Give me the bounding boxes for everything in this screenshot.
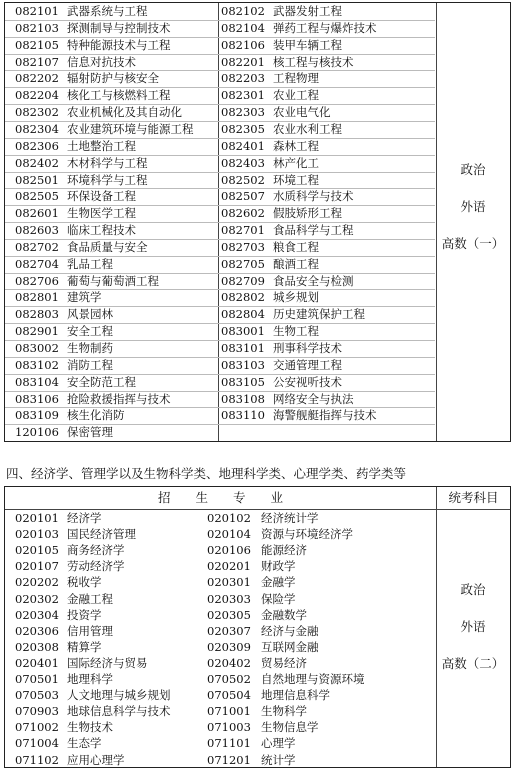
major-name: 特种能源技术与工程 <box>67 37 171 52</box>
major-code: 020104 <box>207 527 251 542</box>
major-code: 120106 <box>15 425 59 440</box>
major-code: 071102 <box>15 752 59 767</box>
major-name: 应用心理学 <box>67 752 125 767</box>
major-code: 082803 <box>15 307 59 322</box>
major-code: 020302 <box>15 591 59 606</box>
major-name: 核化工与核燃料工程 <box>67 88 171 103</box>
major-code: 083102 <box>15 357 59 372</box>
major-name: 地理信息科学 <box>261 688 330 703</box>
major-name: 统计学 <box>261 752 296 767</box>
table-row <box>5 510 435 527</box>
major-name: 环境科学与工程 <box>67 172 148 187</box>
table-row <box>5 340 435 357</box>
table-row <box>5 407 435 424</box>
major-code: 020305 <box>207 607 251 622</box>
major-code: 083001 <box>221 324 265 339</box>
major-code: 071201 <box>207 752 251 767</box>
major-name: 经济与金融 <box>261 623 319 638</box>
table-row <box>5 607 435 624</box>
table-row <box>5 172 435 189</box>
major-code: 082901 <box>15 324 59 339</box>
major-code: 082202 <box>15 71 59 86</box>
major-name: 财政学 <box>261 559 296 574</box>
major-name: 交通管理工程 <box>273 357 342 372</box>
major-code: 082306 <box>15 138 59 153</box>
major-name: 经济统计学 <box>261 511 319 525</box>
major-name: 食品质量与安全 <box>67 239 148 254</box>
exam-subject: 高数（二） <box>441 656 505 671</box>
major-code: 082402 <box>15 155 59 170</box>
major-code: 020308 <box>15 639 59 654</box>
table-row <box>5 138 435 155</box>
major-name: 食品安全与检测 <box>273 273 354 288</box>
table-row <box>5 256 435 273</box>
major-code: 082801 <box>15 290 59 305</box>
table-row <box>5 37 435 54</box>
major-code: 082105 <box>15 37 59 52</box>
table-row <box>5 639 435 656</box>
major-name: 生物工程 <box>273 324 319 339</box>
major-name: 信用管理 <box>67 623 113 638</box>
major-code: 020107 <box>15 559 59 574</box>
table-row <box>5 70 435 87</box>
major-code: 082305 <box>221 121 265 136</box>
major-code: 070502 <box>207 672 251 686</box>
major-code: 020306 <box>15 623 59 638</box>
major-code: 082804 <box>221 307 265 322</box>
table-row <box>5 20 435 37</box>
major-name: 生物科学 <box>261 704 307 719</box>
table-row <box>5 121 435 138</box>
table-row <box>5 374 435 391</box>
major-name: 假肢矫形工程 <box>273 206 342 221</box>
major-name: 武器系统与工程 <box>67 4 148 18</box>
exam-subjects <box>437 571 509 682</box>
major-code: 082709 <box>221 273 265 288</box>
major-name: 食品科学与工程 <box>273 223 354 238</box>
exam-subject: 高数（一） <box>441 236 505 251</box>
major-code: 082501 <box>15 172 59 187</box>
major-code: 020201 <box>207 559 251 574</box>
major-code: 082603 <box>15 223 59 238</box>
major-code: 083105 <box>221 374 265 389</box>
major-table-economics <box>4 486 511 768</box>
major-code: 020106 <box>207 543 251 558</box>
major-code: 082303 <box>221 105 265 120</box>
major-name: 武器发射工程 <box>273 4 342 18</box>
table-row <box>5 54 435 71</box>
major-code: 082201 <box>221 54 265 69</box>
table-row <box>5 424 435 441</box>
major-code: 071003 <box>207 720 251 735</box>
table-row <box>5 3 435 20</box>
major-code: 020202 <box>15 575 59 590</box>
header-exam-subjects: 统考科目 <box>448 490 499 505</box>
major-name: 风景园林 <box>67 307 113 322</box>
table-row <box>5 703 435 720</box>
major-code: 083104 <box>15 374 59 389</box>
major-name: 建筑学 <box>67 290 102 305</box>
major-name: 木材科学与工程 <box>67 155 148 170</box>
major-name: 地理科学 <box>67 672 113 686</box>
major-code: 083106 <box>15 391 59 406</box>
exam-subject: 政治 <box>460 582 486 597</box>
major-name: 公安视听技术 <box>273 374 342 389</box>
major-name: 国际经济与贸易 <box>67 655 148 670</box>
major-name: 投资学 <box>67 607 102 622</box>
table-row <box>5 222 435 239</box>
major-name: 精算学 <box>67 639 102 654</box>
major-name: 税收学 <box>67 575 102 590</box>
major-name: 葡萄与葡萄酒工程 <box>67 273 159 288</box>
major-name: 生物信息学 <box>261 720 319 735</box>
major-code: 083101 <box>221 341 265 355</box>
major-name: 心理学 <box>261 736 296 751</box>
major-code: 071002 <box>15 720 59 735</box>
major-code: 082103 <box>15 20 59 35</box>
table-row <box>5 752 435 769</box>
major-code: 020103 <box>15 527 59 542</box>
major-name: 生物医学工程 <box>67 206 136 221</box>
major-name: 土地整治工程 <box>67 138 136 153</box>
major-name: 金融工程 <box>67 591 113 606</box>
major-name: 信息对抗技术 <box>67 54 136 69</box>
major-code: 082401 <box>221 138 265 153</box>
major-code: 082203 <box>221 71 265 86</box>
major-name: 环境工程 <box>273 172 319 187</box>
major-code: 083002 <box>15 341 59 355</box>
table-row <box>5 205 435 222</box>
major-code: 082107 <box>15 54 59 69</box>
major-name: 林产化工 <box>273 155 319 170</box>
table-row <box>5 671 435 688</box>
major-code: 082601 <box>15 206 59 221</box>
major-code: 082101 <box>15 4 59 18</box>
major-code: 020304 <box>15 607 59 622</box>
major-name: 海警舰艇指挥与技术 <box>273 408 377 423</box>
major-name: 金融学 <box>261 575 296 590</box>
major-name: 核工程与核技术 <box>273 54 354 69</box>
major-name: 农业机械化及其自动化 <box>67 105 182 120</box>
major-code: 082302 <box>15 105 59 120</box>
major-name: 资源与环境经济学 <box>261 527 353 542</box>
major-name: 金融数学 <box>261 607 307 622</box>
table-row <box>5 104 435 121</box>
table-row <box>5 357 435 374</box>
section-title: 四、经济学、管理学以及生物科学类、地理科学类、心理学类、药学类等 <box>6 466 407 481</box>
table-row <box>5 591 435 608</box>
major-code: 070503 <box>15 688 59 703</box>
exam-subject: 外语 <box>460 619 486 634</box>
major-name: 水质科学与技术 <box>273 189 354 204</box>
major-name: 国民经济管理 <box>67 527 136 542</box>
major-code: 020102 <box>207 511 251 525</box>
major-code: 082106 <box>221 37 265 52</box>
table-row <box>5 735 435 752</box>
major-name: 临床工程技术 <box>67 223 136 238</box>
major-code: 071101 <box>207 736 251 751</box>
major-code: 070903 <box>15 704 59 719</box>
major-code: 071004 <box>15 736 59 751</box>
major-name: 酿酒工程 <box>273 256 319 271</box>
major-code: 082702 <box>15 239 59 254</box>
major-code: 083110 <box>221 408 265 423</box>
major-code: 082505 <box>15 189 59 204</box>
major-name: 历史建筑保护工程 <box>273 307 365 322</box>
major-code: 020401 <box>15 655 59 670</box>
exam-subject: 政治 <box>460 162 486 177</box>
table-row <box>5 655 435 672</box>
major-name: 生物制药 <box>67 341 113 355</box>
major-name: 森林工程 <box>273 138 319 153</box>
table-row <box>5 558 435 575</box>
major-code: 082705 <box>221 256 265 271</box>
major-name: 农业水利工程 <box>273 121 342 136</box>
header-major: 招 生 专 业 <box>157 490 283 505</box>
major-code: 083103 <box>221 357 265 372</box>
major-code: 083109 <box>15 408 59 423</box>
table-row <box>5 306 435 323</box>
table-row <box>5 719 435 736</box>
major-code: 082301 <box>221 88 265 103</box>
major-name: 经济学 <box>67 511 102 525</box>
major-name: 生物技术 <box>67 720 113 735</box>
major-name: 抢险救援指挥与技术 <box>67 391 171 406</box>
major-code: 082703 <box>221 239 265 254</box>
major-name: 网络安全与执法 <box>273 391 354 406</box>
major-code: 020105 <box>15 543 59 558</box>
exam-subjects <box>437 151 509 262</box>
major-code: 082104 <box>221 20 265 35</box>
major-code: 083108 <box>221 391 265 406</box>
major-name: 自然地理与资源环境 <box>261 672 365 686</box>
major-name: 弹药工程与爆炸技术 <box>273 20 377 35</box>
major-name: 刑事科学技术 <box>273 341 342 355</box>
major-code: 071001 <box>207 704 251 719</box>
major-code: 020303 <box>207 591 251 606</box>
major-code: 082507 <box>221 189 265 204</box>
table-row <box>5 391 435 408</box>
table-row <box>5 155 435 172</box>
major-name: 贸易经济 <box>261 655 307 670</box>
major-code: 020301 <box>207 575 251 590</box>
major-code: 082502 <box>221 172 265 187</box>
major-name: 城乡规划 <box>273 290 319 305</box>
major-name: 粮食工程 <box>273 239 319 254</box>
table-row <box>5 542 435 559</box>
major-name: 工程物理 <box>273 71 319 86</box>
table-row <box>5 623 435 640</box>
major-name: 安全防范工程 <box>67 374 136 389</box>
table-row <box>5 687 435 704</box>
major-name: 商务经济学 <box>67 543 125 558</box>
major-code: 082602 <box>221 206 265 221</box>
major-code: 020307 <box>207 623 251 638</box>
major-name: 劳动经济学 <box>67 559 125 574</box>
major-name: 互联网金融 <box>261 639 319 654</box>
major-code: 082204 <box>15 88 59 103</box>
major-name: 核生化消防 <box>67 408 125 423</box>
major-name: 生态学 <box>67 736 102 751</box>
major-name: 保密管理 <box>67 425 113 440</box>
major-code: 082706 <box>15 273 59 288</box>
major-code: 082704 <box>15 256 59 271</box>
major-code: 070501 <box>15 672 59 686</box>
table-row <box>5 273 435 290</box>
major-name: 农业工程 <box>273 88 319 103</box>
major-code: 020402 <box>207 655 251 670</box>
major-name: 探测制导与控制技术 <box>67 20 171 35</box>
major-table-engineering <box>4 2 511 442</box>
major-name: 农业建筑环境与能源工程 <box>67 121 194 136</box>
major-code: 020101 <box>15 511 59 525</box>
major-code: 020309 <box>207 639 251 654</box>
major-name: 乳品工程 <box>67 256 113 271</box>
major-name: 保险学 <box>261 591 296 606</box>
major-name: 人文地理与城乡规划 <box>67 688 171 703</box>
major-name: 环保设备工程 <box>67 189 136 204</box>
major-name: 辐射防护与核安全 <box>67 71 159 86</box>
major-code: 082802 <box>221 290 265 305</box>
table-row <box>5 239 435 256</box>
table-row <box>5 289 435 306</box>
table-row <box>5 87 435 104</box>
major-name: 安全工程 <box>67 324 113 339</box>
major-code: 082403 <box>221 155 265 170</box>
table-row <box>5 526 435 543</box>
major-code: 082701 <box>221 223 265 238</box>
table-row <box>5 574 435 591</box>
major-name: 地球信息科学与技术 <box>67 704 171 719</box>
major-name: 装甲车辆工程 <box>273 37 342 52</box>
major-name: 农业电气化 <box>273 105 331 120</box>
major-name: 能源经济 <box>261 543 307 558</box>
major-code: 070504 <box>207 688 251 703</box>
table-row <box>5 188 435 205</box>
major-code: 082102 <box>221 4 265 18</box>
major-name: 消防工程 <box>67 357 113 372</box>
exam-subject: 外语 <box>460 199 486 214</box>
table-row <box>5 323 435 340</box>
major-code: 082304 <box>15 121 59 136</box>
